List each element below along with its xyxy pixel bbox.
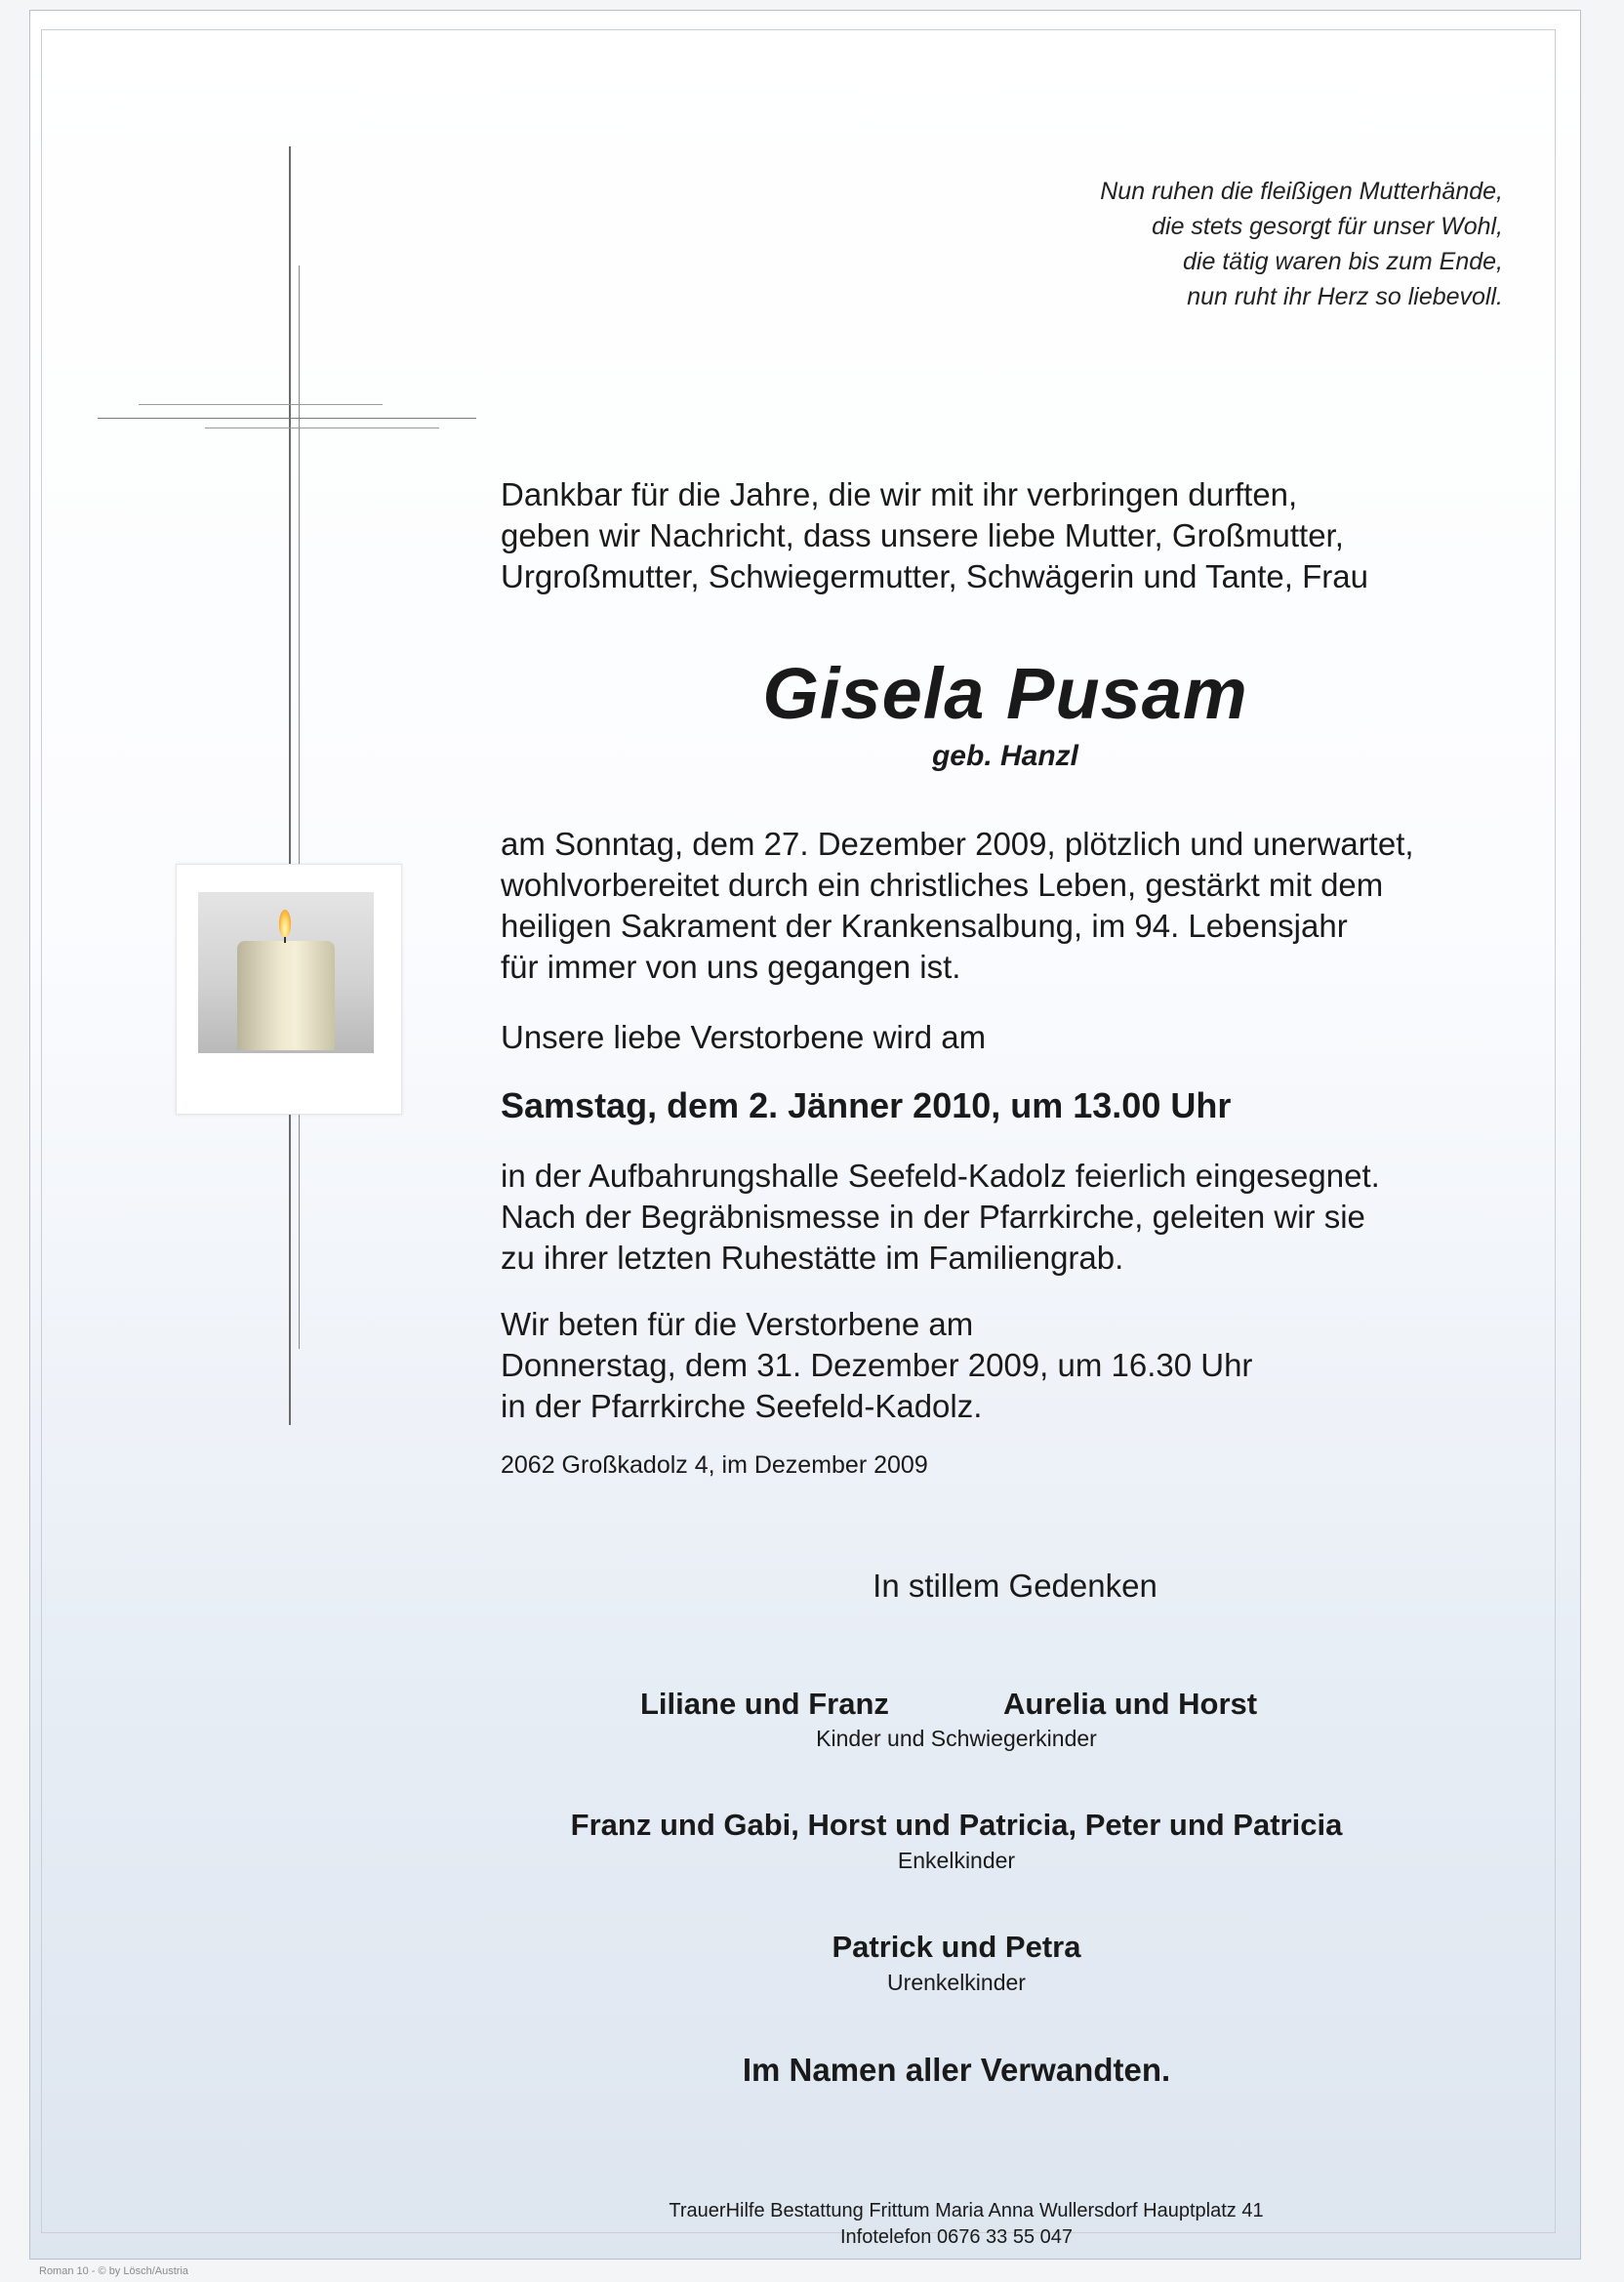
inner-frame (41, 29, 1556, 2233)
mourners-heading: In stillem Gedenken (873, 1568, 1157, 1604)
children-name-2: Aurelia und Horst (1003, 1687, 1258, 1721)
intro-line: Urgroßmutter, Schwiegermutter, Schwägerin und Tante, Frau (501, 558, 1368, 594)
candle-image (176, 864, 402, 1115)
place-date: 2062 Großkadolz 4, im Dezember 2009 (501, 1451, 928, 1479)
funeral-lead: Unsere liebe Verstorbene wird am (501, 1019, 987, 1055)
grandchildren-role: Enkelkinder (897, 1848, 1016, 1873)
candle-flame-icon (279, 910, 291, 937)
funeral-home-address: TrauerHilfe Bestattung Frittum Maria Anna Wullersdorf Hauptplatz 41 (669, 2200, 1264, 2221)
verse-line: die stets gesorgt für unser Wohl, (1152, 213, 1503, 240)
children-name-1: Liliane und Franz (640, 1687, 889, 1721)
prayer-line: Wir beten für die Verstorbene am (501, 1306, 974, 1342)
intro-line: Dankbar für die Jahre, die wir mit ihr verbringen durften, (501, 476, 1298, 512)
verse-line: die tätig waren bis zum Ende, (1183, 248, 1503, 275)
passing-text (501, 824, 1414, 988)
grandchildren-names: Franz und Gabi, Horst und Patricia, Peter und Patricia (570, 1808, 1343, 1842)
verse (683, 174, 1503, 314)
funeral-line: in der Aufbahrungshalle Seefeld-Kadolz feierlich eingesegnet. (501, 1158, 1380, 1194)
verse-line: Nun ruhen die fleißigen Mutterhände, (1100, 178, 1503, 205)
funeral-text (501, 1156, 1380, 1279)
verse-line: nun ruht ihr Herz so liebevoll. (1187, 283, 1503, 310)
passing-line: heiligen Sakrament der Krankensalbung, im 94. Lebensjahr (501, 908, 1348, 944)
passing-line: wohlvorbereitet durch ein christliches Leben, gestärkt mit dem (501, 867, 1384, 903)
closing-line: Im Namen aller Verwandten. (742, 2052, 1171, 2088)
birth-name: geb. Hanzl (931, 740, 1078, 772)
prayer-text (501, 1304, 1252, 1427)
great-grandchildren-names: Patrick und Petra (832, 1930, 1081, 1964)
funeral-date: Samstag, dem 2. Jänner 2010, um 13.00 Uhr (501, 1085, 1232, 1125)
funeral-line: Nach der Begräbnismesse in der Pfarrkirche, geleiten wir sie (501, 1199, 1365, 1235)
funeral-home-phone: Infotelefon 0676 33 55 047 (840, 2226, 1073, 2248)
great-grandchildren-role: Urenkelkinder (887, 1970, 1026, 1995)
children-role: Kinder und Schwiegerkinder (816, 1726, 1097, 1751)
intro-text (501, 474, 1368, 597)
prayer-line: in der Pfarrkirche Seefeld-Kadolz. (501, 1388, 983, 1424)
deceased-name: Gisela Pusam (762, 653, 1248, 734)
passing-line: am Sonntag, dem 27. Dezember 2009, plötzlich und unerwartet, (501, 826, 1414, 862)
passing-line: für immer von uns gegangen ist. (501, 949, 961, 985)
funeral-line: zu ihrer letzten Ruhestätte im Familiengrab. (501, 1240, 1124, 1276)
template-credit: Roman 10 - © by Lösch/Austria (39, 2265, 189, 2277)
intro-line: geben wir Nachricht, dass unsere liebe Mutter, Großmutter, (501, 517, 1344, 553)
prayer-line: Donnerstag, dem 31. Dezember 2009, um 16.30 Uhr (501, 1347, 1253, 1383)
